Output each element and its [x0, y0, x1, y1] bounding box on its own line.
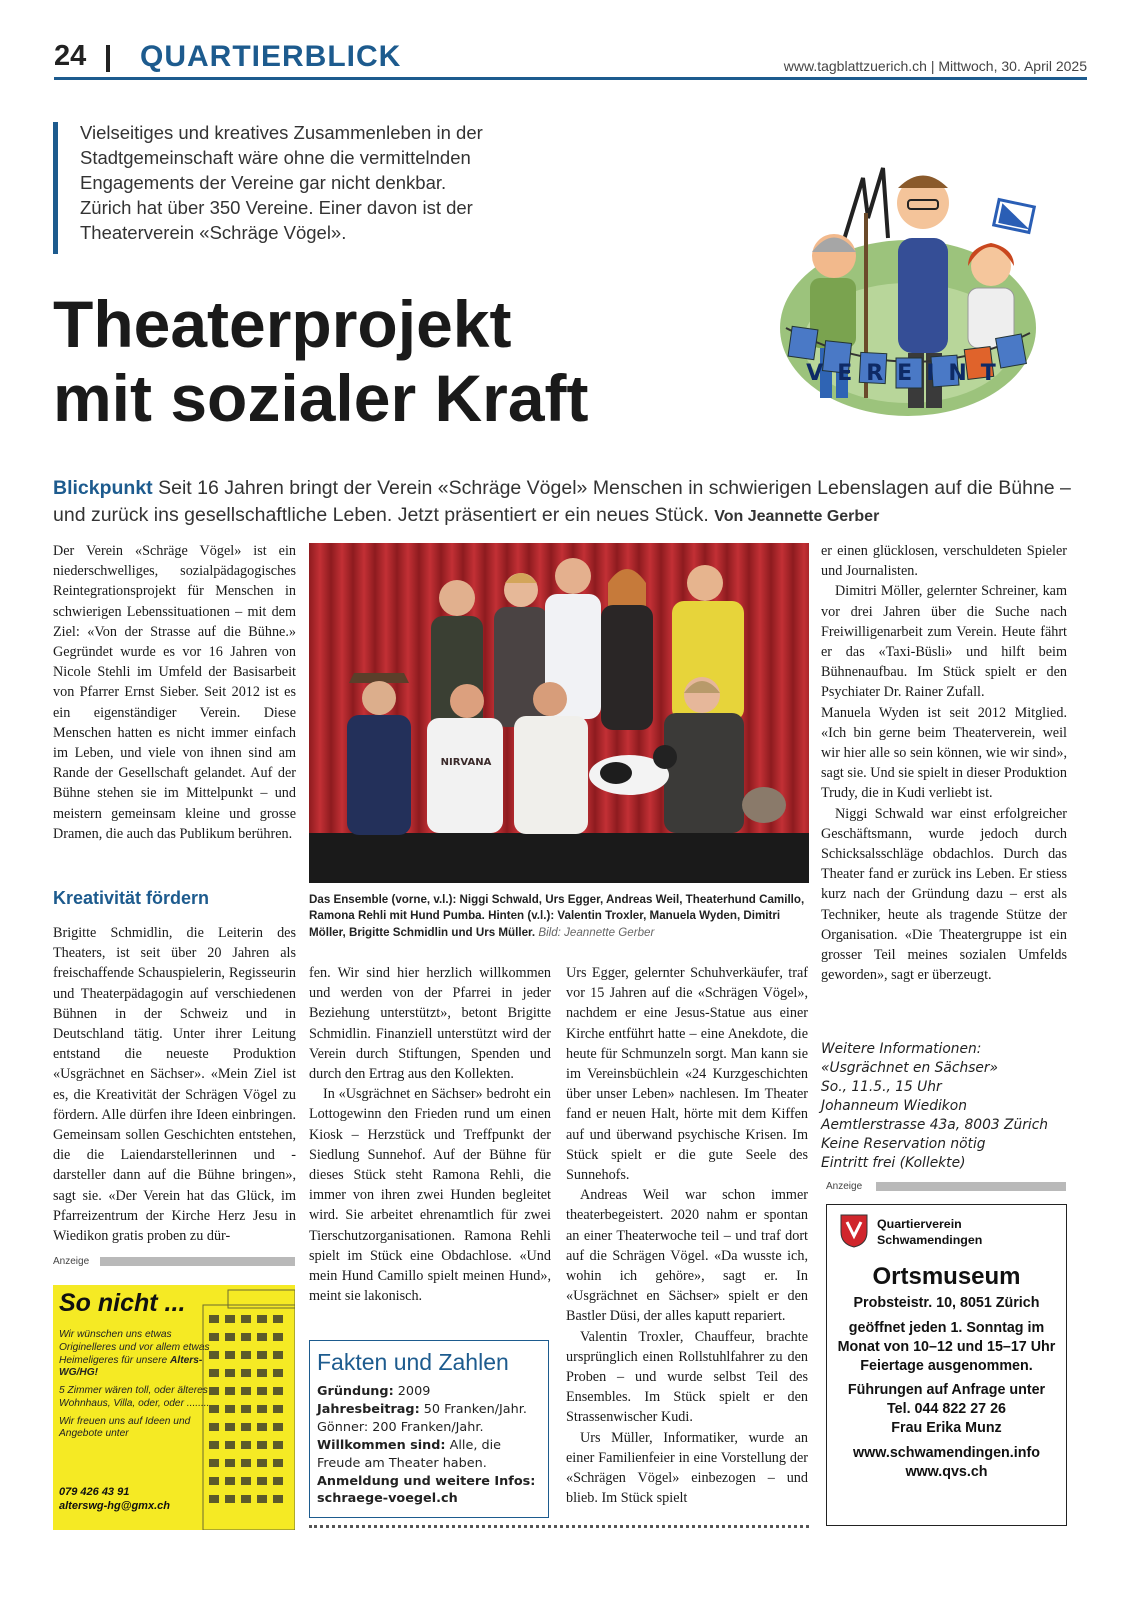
- info-line: Aemtlerstrasse 43a, 8003 Zürich: [821, 1117, 1049, 1134]
- body-column-1a: [53, 541, 296, 844]
- ad2-phone: Tel. 044 822 27 26: [887, 1401, 1006, 1418]
- ad-ortsmuseum: [826, 1204, 1067, 1526]
- body-column-1b: [53, 923, 296, 1246]
- intro-accent-bar: [53, 122, 58, 254]
- ad1-line: Wir wünschen uns etwas Originelleres und vor allem etwas Heimeligeres für unsere: [59, 1329, 210, 1366]
- body-paragraph: Der Verein «Schräge Vögel» ist ein niederschwelliges, sozialpädagogisches Reintegrationsprojekt für Menschen in schwierigen Lebenssituationen – mit dem Ziel: «Von der Strasse auf die Bühne.» Gegründet wurde es vor 16 Jahren von Nicole Stehli im Umfeld der Basisarbeit von Pfarrer Ernst Sieber. Seit 2012 ist es ein eigenständiger Verein. Diese Menschen hatten es nicht immer einfach im Leben, und viele von ihnen sind am Rande der Gesellschaft gelandet. Auf der Bühne stehen sie im Mittelpunkt – und meistern gemeinsam kleine und grosse Dramen, die auch das Publikum berühren.: [53, 543, 296, 842]
- lead-kicker: Blickpunkt: [53, 477, 153, 499]
- body-paragraph: In «Usgrächnet en Sächser» bedroht ein Lottogewinn den Frieden rund um einen Kiosk – Herzstück und Treffpunkt der Siedlung Sunnehof. Auf der Bühne für dieses Stück steht Ramona Rehli, die immer von ihren zwei Hunden begleitet wird. Sie arbeitet ehrenamtlich für zwei Tierschutzorganisationen. Ramona Rehli spielt im Stück eine Obdachlose. «Und mein Hund Camillo spielt meinen Hund», meint sie lakonisch.: [309, 1086, 551, 1305]
- ad2-title: Ortsmuseum: [872, 1263, 1021, 1290]
- ad2-address: Probsteistr. 10, 8051 Zürich: [853, 1295, 1040, 1311]
- ad1-line: Wir freuen uns auf Ideen und Angebote unter: [59, 1415, 191, 1440]
- info-line: Keine Reservation nötig: [821, 1136, 986, 1153]
- ad2-org-line: Schwamendingen: [877, 1233, 983, 1248]
- ad1-contact: [59, 1485, 170, 1514]
- fact-label: Gründung:: [317, 1384, 394, 1399]
- ad2-body: [831, 1294, 1062, 1482]
- ad1-text: [59, 1329, 219, 1446]
- photo-credit: Bild: Jeannette Gerber: [538, 925, 655, 939]
- fact-link[interactable]: schraege-voegel.ch: [317, 1491, 458, 1507]
- publication-date: www.tagblattzuerich.ch | Mittwoch, 30. April 2025: [783, 58, 1087, 74]
- body-paragraph: Urs Egger, gelernter Schuhverkäufer, traf vor 15 Jahren auf die «Schrägen Vögel», nachdem er eine Jesus-Statue aus einer Kirche entführt hatte – eine Anekdote, die heute für Schmunzeln sorgt. Man kann sie im Vereinsbüchlein «24 Kurzgeschichten über unser Leben» nachlesen. Im Theater fand er neuen Halt, hörte mit dem Kiffen auf und überwand psychische Krisen. Im Stück spielt er die gute Seele des Sunnehofs.: [566, 965, 808, 1184]
- fact-value: 2009: [397, 1384, 431, 1399]
- info-line: Eintritt frei (Kollekte): [821, 1155, 966, 1172]
- body-paragraph: er einen glücklosen, verschuldeten Spieler und Journalisten.: [821, 543, 1067, 580]
- body-paragraph: Andreas Weil war schon immer theaterbegeistert. 2020 nahm er spontan an einer Theaterwoche teil – und traf dort auf die Schrägen Vögel. «Da wusste ich, wohin ich gehöre», sagt er. In «Usgrächnet en Sächser» spielt er den Bastler Düsi, der alles kaputt repariert.: [566, 1187, 808, 1325]
- headline: Theaterprojekt mit sozialer Kraft: [53, 287, 589, 435]
- body-column-3: [566, 963, 808, 1508]
- info-line: So., 11.5., 15 Uhr: [821, 1079, 942, 1096]
- ad1-email: alterswg-hg@gmx.ch: [59, 1500, 170, 1513]
- ad2-organisation: [877, 1216, 982, 1248]
- ad2-org-line: Quartierverein: [877, 1217, 962, 1231]
- ad-label-bar: [100, 1257, 295, 1266]
- fact-value: Alle, die Freude am Theater haben.: [317, 1437, 502, 1471]
- ad-label: Anzeige: [53, 1256, 90, 1267]
- ad2-hours: geöffnet jeden 1. Sonntag im Monat von 10–12 und 15–17 Uhr Feiertage ausgenommen.: [837, 1319, 1056, 1374]
- dotted-divider: [309, 1525, 809, 1528]
- body-paragraph: Niggi Schwald war einst erfolgreicher Geschäftsmann, wurde jedoch durch Schicksalsschläge obdachlos. Durch das Theater fand er zurück ins Leben. Er stiess kurz nach der Gründung dazu – erst als Techniker, heute als tragende Stütze der Organisation. «Die Theatergruppe ist ein grosser Teil meines sozialen Umfelds geworden», sagt er überzeugt.: [821, 805, 1067, 984]
- vereint-illustration: [768, 128, 1068, 433]
- header-divider: [106, 45, 110, 72]
- fact-label: Anmeldung und weitere Infos:: [317, 1473, 536, 1489]
- info-line: Johanneum Wiedikon: [821, 1098, 967, 1115]
- ad2-web[interactable]: www.qvs.ch: [905, 1463, 988, 1480]
- ensemble-photo: [309, 543, 809, 883]
- ad-alters-wg: [53, 1285, 295, 1530]
- subheading: Kreativität fördern: [53, 888, 210, 908]
- lead-paragraph: [53, 475, 1073, 529]
- ad2-web[interactable]: www.schwamendingen.info: [853, 1445, 1040, 1462]
- ad2-contact: Frau Erika Munz: [891, 1420, 1002, 1437]
- event-info: [821, 1040, 1071, 1173]
- intro-text: Vielseitiges und kreatives Zusammenleben in der Stadtgemeinschaft wäre ohne die vermittelnden Engagements der Vereine gar nicht denkbar. Zürich hat über 350 Vereine. Einer davon ist der Theaterverein «Schräge Vögel».: [80, 122, 483, 243]
- lead-text: Seit 16 Jahren bringt der Verein «Schräge Vögel» Menschen in schwierigen Lebenslagen auf die Bühne – und zurück ins gesellschaftliche Leben. Jetzt präsentiert er ein neues Stück.: [53, 477, 1071, 526]
- fact-label: Willkommen sind:: [317, 1437, 446, 1453]
- facts-title: Fakten und Zahlen: [317, 1349, 509, 1375]
- body-paragraph: fen. Wir sind hier herzlich willkommen und werden von der Pfarrei in jeder Beziehung unterstützt», betont Brigitte Schmidlin. Finanziell unterstützt wird der Verein durch Stiftungen, Spenden und durch den Ertrag aus den Kollekten.: [309, 965, 551, 1083]
- ad1-highlight: Alters-WG/HG!: [59, 1354, 203, 1379]
- header-rule: [54, 77, 1087, 80]
- ad2-tours: Führungen auf Anfrage unter: [847, 1382, 1046, 1399]
- ad-label: Anzeige: [826, 1181, 863, 1192]
- banner-text: VEREINT: [806, 361, 1010, 386]
- section-title: QUARTIERBLICK: [140, 40, 402, 73]
- ad1-phone: 079 426 43 91: [59, 1486, 130, 1498]
- body-paragraph: Dimitri Möller, gelernter Schreiner, kam vor drei Jahren über die Suche nach Freiwilligenarbeit zum Verein. Heute fährt er das «Taxi-Büsli» und hilft beim Bühnenaufbau. Im Stück spielt er den Psychiater Dr. Rainer Zufall.: [821, 583, 1067, 701]
- body-paragraph: Urs Müller, Informatiker, wurde an einer Familienfeier in eine Vorstellung der «Schrägen Vögel» einbezogen – und blieb. Im Stück spielt: [566, 1429, 808, 1507]
- crest-icon: [840, 1214, 868, 1248]
- ad1-line: 5 Zimmer wären toll, oder älteres Wohnhaus, Villa, oder, oder ........: [59, 1385, 210, 1409]
- fact-value: 50 Franken/Jahr.: [423, 1401, 527, 1417]
- body-column-4: [821, 541, 1067, 985]
- body-paragraph: Brigitte Schmidlin, die Leiterin des Theaters, ist seit über 20 Jahren als freischaffende Schauspielerin, Regisseurin und Theaterpädagogin auf verschiedenen Bühnen in der Schweiz und in Deutschland tätig. Unter ihrer Leitung entstand die neueste Produktion «Usgrächnet en Sächser». «Mein Ziel ist es, die Kreativität der Schrägen Vögel zu fördern. Alle dürfen ihre Ideen einbringen. Gemeinsam sollen Geschichten entstehen, die die Laiendarstellerinnen und -darsteller dann auf die Bühne bringen», sagt sie. «Der Verein hat das Glück, im Pfarreizentrum der Kirche Herz Jesu in Wiedikon gratis proben zu dür-: [53, 925, 296, 1245]
- info-line: «Usgrächnet en Sächser»: [821, 1060, 999, 1077]
- ad-label-bar: [876, 1182, 1066, 1191]
- fact-value: Gönner: 200 Franken/Jahr.: [317, 1419, 484, 1435]
- shirt-text: NIRVANA: [440, 757, 492, 768]
- photo-caption: [309, 892, 809, 941]
- body-paragraph: Valentin Troxler, Chauffeur, brachte ursprünglich einen Rollstuhlfahrer zu den Proben – und wurde selbst Teil des Ensembles. Im Stück spielt er den Strassenwischer Kudi.: [566, 1328, 808, 1426]
- fact-label: Jahresbeitrag:: [317, 1401, 420, 1417]
- body-column-2: [309, 963, 551, 1306]
- body-paragraph: Manuela Wyden ist seit 2012 Mitglied. «Ich bin gerne beim Theaterverein, weil wir hier alle so sein können, wie wir sind», sagt sie. Und sie spielt in dieser Produktion Trudy, die in Kudi verliebt ist.: [821, 704, 1067, 802]
- author-byline: Von Jeannette Gerber: [714, 507, 880, 525]
- info-line: Weitere Informationen:: [821, 1041, 982, 1057]
- ad1-title: So nicht ...: [59, 1289, 186, 1317]
- page-number: 24: [54, 40, 87, 72]
- caption-text: Das Ensemble (vorne, v.l.): Niggi Schwald, Urs Egger, Andreas Weil, Theaterhund Camillo, Ramona Rehli mit Hund Pumba. Hinten (v.l.): Valentin Troxler, Manuela Wyden, Dimitri Möller, Brigitte Schmidlin und Urs Müller.: [309, 893, 805, 939]
- facts-box: [309, 1340, 549, 1518]
